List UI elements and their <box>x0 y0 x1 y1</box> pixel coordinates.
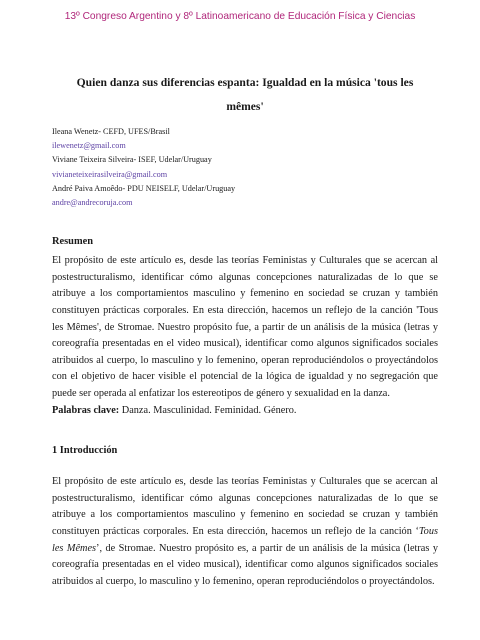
introduction-heading: 1 Introducción <box>52 445 118 457</box>
abstract-heading: Resumen <box>52 236 93 248</box>
introduction-text-part: ’, de Stromae. Nuestro propósito es, a partir de un análisis de la música (letras y coreografía presentadas en el video musical), identificar como algunos significados sociales atribuidos al cuerpo, lo masculino y lo femenino, operan reproduciéndolos o proyectándolos. <box>52 542 438 587</box>
song-title: Tous les Mêmes <box>52 525 438 554</box>
keywords-text: Danza. Masculinidad. Feminidad. Género. <box>121 404 297 416</box>
conference-header: 13º Congreso Argentino y 8º Latinoamericano de Educación Física y Ciencias <box>64 11 416 22</box>
introduction-text <box>52 474 438 590</box>
keywords-line <box>52 403 438 420</box>
keywords-label: Palabras clave: <box>52 404 120 416</box>
paper-title: Quien danza sus diferencias espanta: Igualdad en la música 'tous les mêmes' <box>76 76 414 113</box>
author-affiliation: Ileana Wenetz- CEFD, UFES/Brasil <box>52 127 170 136</box>
author-affiliation: André Paiva Amoêdo- PDU NEISELF, Udelar/Uruguay <box>52 183 236 193</box>
abstract-text: El propósito de este artículo es, desde las teorías Feministas y Culturales que se acercan al postestructuralismo, identificar cómo algunas concepciones naturalizadas de lo que se atribuye a los comportamientos masculino y femenino en sociedad se cruzan y también constituyen prácticas corporales. En esta dirección, hacemos un reflejo de la canción 'Tous les Mêmes', de Stromae. Nuestro propósito fue, a partir de un análisis de la música (letras y coreografía presentadas en el video musical), identificar como algunos significados sociales atribuidos al cuerpo, lo masculino y lo femenino, operan reproduciéndolos o proyectándolos con el objetivo de hacer visible el potencial de la lógica de igualdad y no segregación que puede ser operada al enfatizar los estereotipos de género y sexualidad en la danza. <box>52 255 438 399</box>
introduction-text-part: El propósito de este artículo es, desde las teorías Feministas y Culturales que se acercan al postestructuralismo, identificar cómo algunas concepciones naturalizadas de lo que se atribuye a los comportamientos masculino y femenino en sociedad se cruzan y también constituyen prácticas corporales. En esta dirección, hacemos un reflejo de la canción ‘ <box>52 476 438 537</box>
author-email[interactable]: ilewenetz@gmail.com <box>52 141 126 151</box>
author-affiliation: Viviane Teixeira Silveira- ISEF, Udelar/Uruguay <box>52 155 212 165</box>
author-email[interactable]: vivianeteixeirasilveira@gmail.com <box>52 169 168 179</box>
author-list <box>52 125 438 210</box>
author-email[interactable]: andre@andrecoruja.com <box>52 198 133 208</box>
